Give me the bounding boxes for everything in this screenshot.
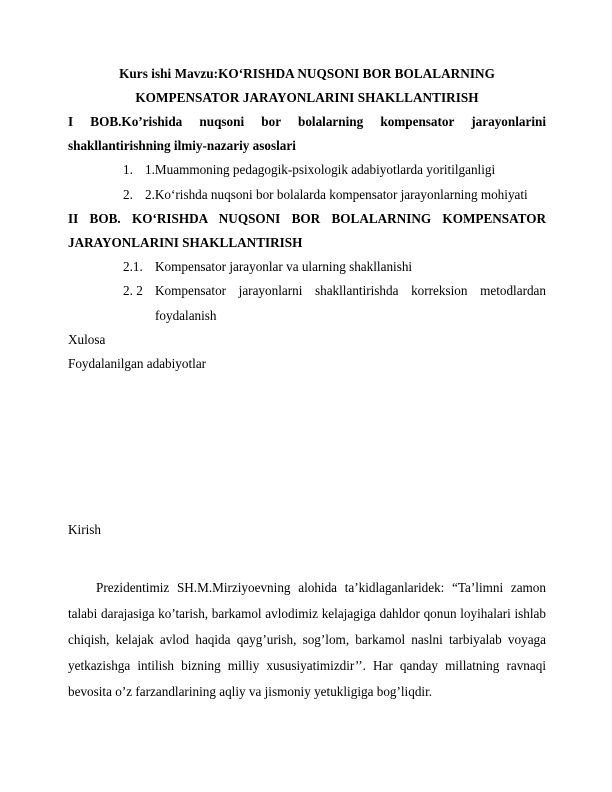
intro-gap — [68, 542, 546, 575]
list-item-marker: 2. — [123, 186, 133, 202]
intro-heading: Kirish — [68, 522, 101, 538]
conclusion-entry: Xulosa — [68, 331, 106, 347]
chapter-2-heading: II BOB. KO‘RISHDA NUQSONI BOR BOLALARNING KOMPENSATOR JARAYONLARINI SHAKLLANTIRISH — [68, 210, 546, 251]
sub-item — [68, 279, 546, 327]
document-content — [68, 62, 546, 705]
chapter-1-list — [68, 158, 546, 206]
sub-item-label: Kompensator jarayonlarni shakllantirishda korreksion metodlardan foydalanish — [155, 283, 546, 323]
document-title-line-2: KOMPENSATOR JARAYONLARINI SHAKLLANTIRISH — [135, 90, 479, 105]
references-entry: Foydalanilgan adabiyotlar — [68, 356, 207, 372]
list-item — [68, 183, 546, 207]
list-item-label: 1.Muammoning pedagogik-psixologik adabiyotlarda yoritilganligi — [145, 162, 496, 178]
content-spacer — [68, 376, 546, 518]
list-item-marker: 1. — [123, 162, 133, 178]
sub-item-marker: 2. 2 — [123, 283, 143, 299]
chapter-1-heading: I BOB.Ko’rishida nuqsoni bor bolalarning kompensator jarayonlarini shakllantirishning ilmiy-nazariy asoslari — [68, 114, 546, 154]
list-item-label: 2.Ko‘rishda nuqsoni bor bolalarda kompensator jarayonlarning mohiyati — [145, 186, 528, 202]
sub-item — [68, 255, 546, 279]
sub-item-label: Kompensator jarayonlar va ularning shakllanishi — [155, 259, 413, 275]
list-item — [68, 158, 546, 182]
intro-paragraph: Prezidentimiz SH.M.Mirziyoevning alohida ta’kidlaganlaridek: “Ta’limni zamon talabi darajasiga ko’tarish, barkamol avlodimiz kelajagiga dahldor qonun loyihalari ishlab chiqish, kelajak avlod haqida qayg’urish, sog’lom, barkamol naslni tarbiyalab voyaga yetkazishga intilish bizning milliy xususiyatimizdir’’. Har qanday millatning ravnaqi bevosita o’z farzandlarining aqliy va jismoniy yetukligiga bog’liqdir. — [68, 580, 546, 700]
document-title-line-1: Kurs ishi Mavzu:KO‘RISHDA NUQSONI BOR BOLALARNING — [119, 66, 495, 81]
sub-item-marker: 2.1. — [123, 259, 143, 275]
